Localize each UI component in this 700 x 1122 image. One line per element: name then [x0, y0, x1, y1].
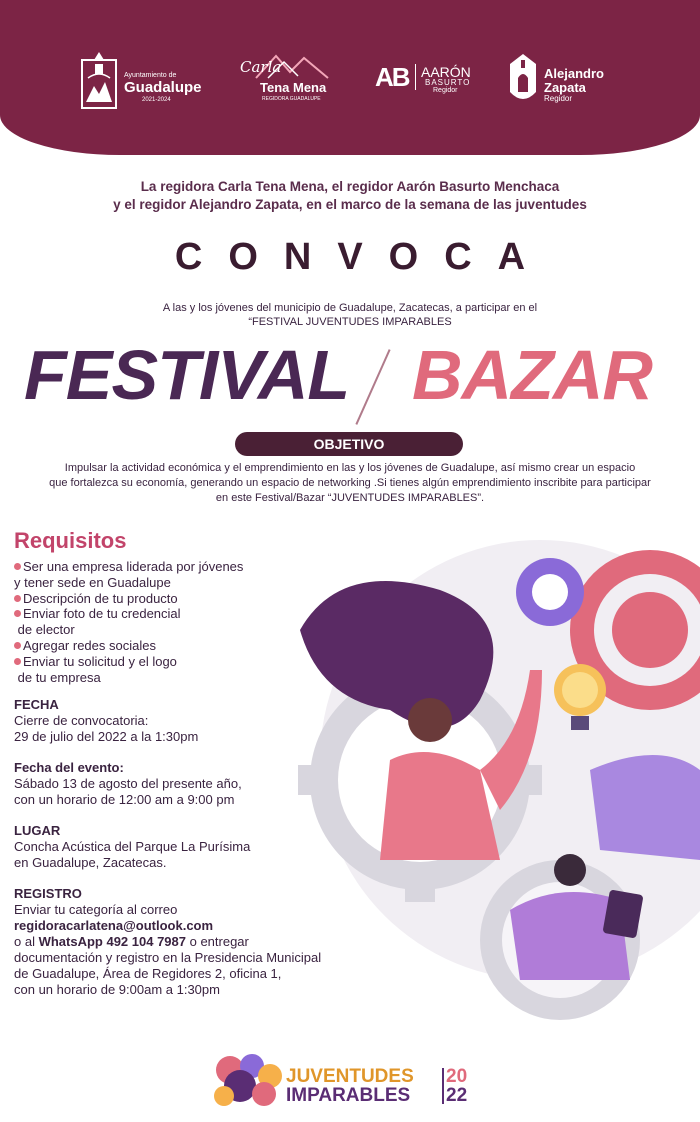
objetivo-line-1: Impulsar la actividad económica y el emprendimiento en las y los jóvenes de Guadalupe, así mismo crear un espacio [64, 462, 636, 474]
alejandro-last: Zapata [544, 80, 586, 95]
bullet-icon [14, 658, 21, 665]
title-festival: FESTIVAL [24, 336, 350, 414]
convoca-heading: CONVOCA [174, 236, 552, 278]
header-banner [0, 0, 700, 155]
invite-text [0, 301, 700, 329]
requisitos-title: Requisitos [14, 528, 127, 553]
shield-church-icon [508, 52, 538, 107]
objetivo-line-3: en este Festival/Bazar “JUVENTUDES IMPARABLES”. [215, 492, 485, 504]
objetivo-text [10, 461, 690, 506]
fecha-line-1: Cierre de convocatoria: [14, 713, 149, 728]
bullet-icon [14, 595, 21, 602]
evento-line-2: con un horario de 12:00 am a 9:00 pm [14, 792, 235, 807]
aaron-name: AARÓN [421, 64, 471, 80]
aaron-basurto-logo [375, 60, 485, 100]
whatsapp-number[interactable]: WhatsApp 492 104 7987 [38, 934, 186, 949]
fecha-section [14, 697, 374, 745]
lugar-section [14, 823, 374, 871]
bullet-icon [14, 642, 21, 649]
registro-line-6: con un horario de 9:00am a 1:30pm [14, 982, 220, 997]
registro-section [14, 886, 374, 998]
carla-script: Carla [240, 58, 282, 76]
list-item: Enviar foto de tu credencial de elector [14, 606, 284, 638]
list-item: Descripción de tu producto [14, 591, 284, 607]
registro-email[interactable]: regidoracarlatena@outlook.com [14, 918, 214, 933]
fecha-heading: FECHA [14, 697, 59, 712]
ayuntamiento-small: Ayuntamiento de [124, 72, 177, 79]
ayuntamiento-name: Guadalupe [124, 79, 202, 96]
lugar-heading: LUGAR [14, 823, 61, 838]
list-item: Enviar tu solicitud y el logo de tu empresa [14, 654, 284, 686]
footer-year-top: 20 [446, 1066, 468, 1087]
list-item: Ser una empresa liderada por jóvenes y tener sede en Guadalupe [14, 559, 244, 590]
bullet-icon [14, 563, 21, 570]
lugar-line-1: Concha Acústica del Parque La Purísima [14, 839, 251, 854]
list-item: Agregar redes sociales [14, 638, 284, 654]
title-bazar: BAZAR [412, 336, 652, 414]
intro-line-2: y el regidor Alejandro Zapata, en el marco de la semana de las juventudes [113, 197, 587, 212]
carla-name: Tena Mena [260, 80, 327, 95]
juventudes-imparables-logo [210, 1052, 490, 1108]
registro-line-3: o al WhatsApp 492 104 7987 o entregar [14, 934, 249, 949]
guadalupe-emblem-icon [80, 50, 118, 110]
evento-line-1: Sábado 13 de agosto del presente año, [14, 776, 242, 791]
objetivo-line-2: que fortalezca su economía, generando un espacio de networking .Si tienes algún emprendimiento inscribite para participar [49, 477, 651, 489]
footer-divider [442, 1068, 444, 1104]
invite-line-1: A las y los jóvenes del municipio de Guadalupe, Zacatecas, a participar en el [162, 302, 538, 314]
alejandro-role: Regidor [544, 94, 573, 103]
title-slash [355, 349, 390, 425]
carla-tena-logo [240, 52, 335, 102]
aaron-mark: AB [375, 62, 409, 92]
lugar-line-2: en Guadalupe, Zacatecas. [14, 855, 167, 870]
footer-word-2: IMPARABLES [286, 1085, 411, 1106]
footer-year-bottom: 22 [446, 1085, 468, 1106]
aaron-divider [415, 64, 416, 90]
youth-group-icon [210, 1052, 284, 1108]
registro-heading: REGISTRO [14, 886, 82, 901]
fecha-line-2: 29 de julio del 2022 a la 1:30pm [14, 729, 199, 744]
registro-line-4: documentación y registro en la Presidencia Municipal [14, 950, 322, 965]
registro-line-5: de Guadalupe, Área de Regidores 2, oficina 1, [14, 966, 282, 981]
man-figure [590, 755, 700, 860]
objetivo-badge: OBJETIVO [235, 432, 463, 456]
carla-sub: REGIDORA GUADALUPE [262, 96, 321, 102]
alejandro-zapata-logo [508, 52, 618, 107]
evento-section [14, 760, 374, 808]
intro-text [0, 178, 700, 214]
purple-gear-icon [516, 558, 584, 626]
alejandro-first: Alejandro [544, 66, 604, 81]
bullet-icon [14, 610, 21, 617]
invite-line-2: “FESTIVAL JUVENTUDES IMPARABLES [248, 316, 452, 328]
ayuntamiento-years: 2021-2024 [142, 97, 171, 103]
registro-line-1: Enviar tu categoría al correo [14, 902, 178, 917]
evento-heading: Fecha del evento: [14, 760, 124, 775]
aaron-role: Regidor [433, 87, 458, 94]
footer-word-1: JUVENTUDES [286, 1066, 414, 1087]
aaron-surname: BASURTO [425, 78, 471, 87]
intro-line-1: La regidora Carla Tena Mena, el regidor Aarón Basurto Menchaca [140, 179, 560, 194]
requisitos-list [14, 559, 284, 685]
